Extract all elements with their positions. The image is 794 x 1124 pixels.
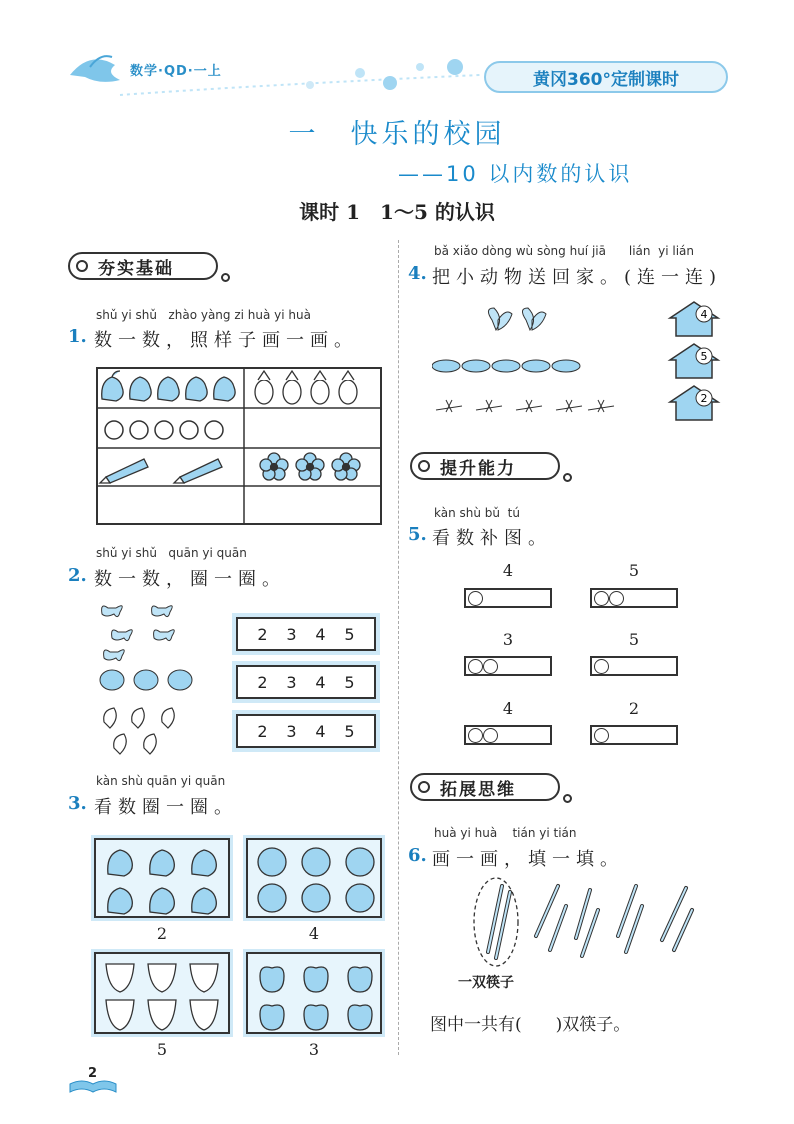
q6-example-label: 一双筷子 bbox=[458, 975, 514, 991]
section-header-improve: 提升能力 bbox=[410, 452, 560, 480]
q5-num-5: 4 bbox=[502, 699, 514, 718]
q2-illustrations bbox=[98, 600, 194, 755]
q2-number: 2. bbox=[68, 565, 87, 586]
header-subject: 数学·QD·一上 bbox=[130, 64, 222, 79]
q5-number: 5. bbox=[408, 524, 427, 545]
q4-number: 4. bbox=[408, 263, 427, 284]
q5-num-1: 4 bbox=[502, 561, 514, 580]
q1-pinyin: shǔ yi shǔ zhào yàng zi huà yi huà bbox=[96, 308, 311, 322]
house-number-3: 2 bbox=[700, 392, 708, 405]
q5-box-1[interactable] bbox=[464, 588, 552, 608]
lesson-title: 课时 1 1～5 的认识 bbox=[299, 200, 495, 224]
q3-label-2: 4 bbox=[308, 924, 320, 943]
q5-box-2[interactable] bbox=[590, 588, 678, 608]
q5-box-3[interactable] bbox=[464, 656, 552, 676]
q5-num-4: 5 bbox=[628, 630, 640, 649]
house-number-1: 4 bbox=[700, 308, 708, 321]
q4-houses[interactable] bbox=[664, 298, 724, 426]
q5-text: 看数补图。 bbox=[432, 528, 552, 549]
q1-number: 1. bbox=[68, 326, 87, 347]
house-number-2: 5 bbox=[700, 350, 708, 363]
q3-text: 看数圈一圈。 bbox=[94, 797, 238, 818]
q3-apple-box[interactable] bbox=[246, 952, 382, 1034]
q4-text: 把小动物送回家。(连一连) bbox=[432, 267, 723, 288]
section-header-basics: 夯实基础 bbox=[68, 252, 218, 280]
header-badge: 黄冈360°定制课时 bbox=[484, 61, 728, 93]
q3-label-4: 3 bbox=[308, 1040, 320, 1059]
q5-box-4[interactable] bbox=[590, 656, 678, 676]
q6-text: 画一画，填一填。 bbox=[432, 849, 624, 870]
q4-pinyin: bǎ xiǎo dòng wù sòng huí jiā lián yi lián bbox=[434, 244, 694, 258]
q5-pinyin: kàn shù bǔ tú bbox=[434, 506, 520, 520]
q3-peach-box[interactable] bbox=[94, 838, 230, 918]
page-number: 2 bbox=[88, 1066, 98, 1081]
q2-text: 数一数，圈一圈。 bbox=[94, 569, 286, 590]
q1-text: 数一数，照样子画一画。 bbox=[94, 330, 358, 351]
q5-box-6[interactable] bbox=[590, 725, 678, 745]
unit-subtitle: ——10 以内数的认识 bbox=[398, 162, 633, 186]
q2-number-row-2[interactable]: 2 3 4 5 bbox=[236, 665, 376, 699]
q3-strawberry-box[interactable] bbox=[94, 952, 230, 1034]
q3-label-3: 5 bbox=[156, 1040, 168, 1059]
q2-number-row-3[interactable]: 2 3 4 5 bbox=[236, 714, 376, 748]
q3-orange-box[interactable] bbox=[246, 838, 382, 918]
q6-number: 6. bbox=[408, 845, 427, 866]
book-icon bbox=[68, 1076, 118, 1094]
q6-pinyin: huà yi huà tián yi tián bbox=[434, 826, 577, 840]
q4-animals[interactable] bbox=[432, 300, 622, 430]
q2-pinyin: shǔ yi shǔ quān yi quān bbox=[96, 546, 247, 560]
q1-grid[interactable] bbox=[96, 367, 382, 525]
column-divider bbox=[398, 240, 399, 1055]
q3-number: 3. bbox=[68, 793, 87, 814]
q5-num-3: 3 bbox=[502, 630, 514, 649]
q2-number-row-1[interactable]: 2 3 4 5 bbox=[236, 617, 376, 651]
q6-fill-blank[interactable]: 图中一共有( )双筷子。 bbox=[430, 1015, 631, 1035]
q5-box-5[interactable] bbox=[464, 725, 552, 745]
section-header-extend: 拓展思维 bbox=[410, 773, 560, 801]
q6-chopsticks[interactable] bbox=[466, 876, 696, 972]
unit-title: 一 快乐的校园 bbox=[288, 119, 506, 150]
q5-num-6: 2 bbox=[628, 699, 640, 718]
q3-pinyin: kàn shù quān yi quān bbox=[96, 774, 226, 788]
q3-label-1: 2 bbox=[156, 924, 168, 943]
q5-num-2: 5 bbox=[628, 561, 640, 580]
